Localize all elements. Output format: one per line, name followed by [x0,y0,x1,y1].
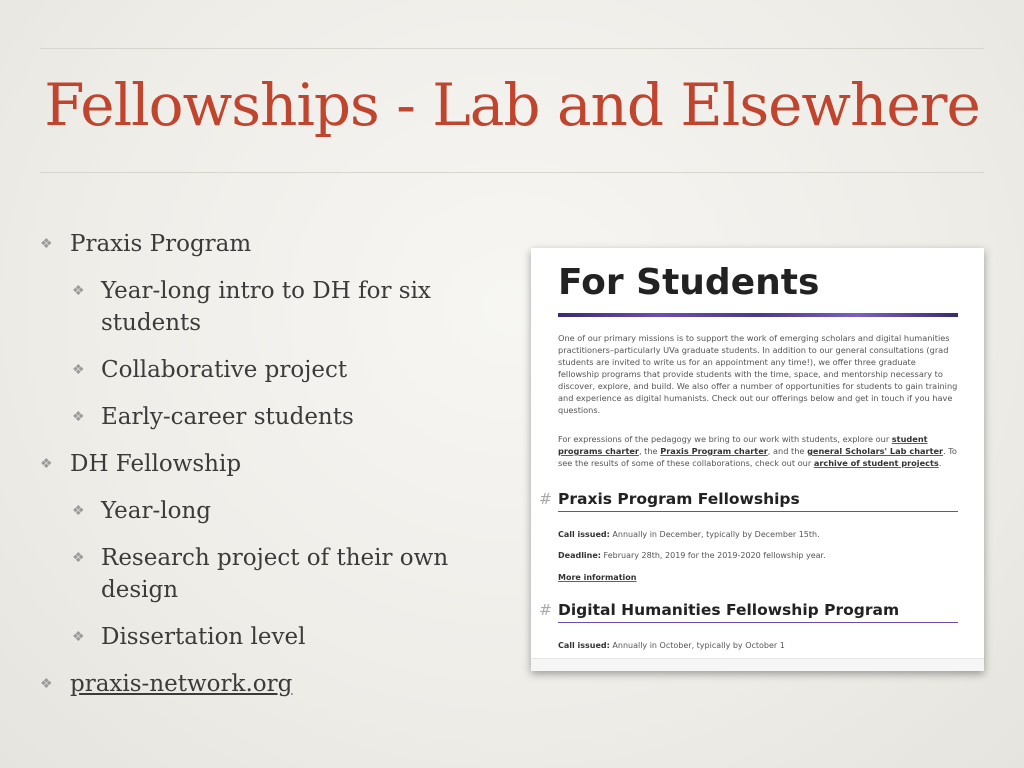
pedagogy-paragraph: For expressions of the pedagogy we bring to our work with students, explore our student programs charter, the Praxis Program charter, and the general Scholars' Lab charter. To see the results of some of these collaborations, check out our archive of student projects. [558,434,957,468]
diamond-bullet-icon: ❖ [72,629,85,645]
diamond-bullet-icon: ❖ [72,503,85,519]
praxis-fellowships-heading: # Praxis Program Fellowships [558,490,958,512]
bullet-praxis-program [40,228,460,260]
embedded-webpage-screenshot [531,248,984,671]
slide-title: Fellowships - Lab and Elsewhere [44,71,980,139]
bullet-text: Praxis Program [70,231,252,257]
student-programs-charter-link[interactable]: student programs charter [558,434,928,456]
diamond-bullet-icon: ❖ [72,283,85,299]
student-projects-archive-link[interactable]: archive of student projects [813,458,939,468]
bullet-text: Year-long intro to DH for six students [101,278,431,336]
more-information-link[interactable]: More information [558,573,637,582]
dh-call-issued: Call issued: Annually in October, typically by October 1 [558,641,785,650]
diamond-bullet-icon: ❖ [72,362,85,378]
screenshot-heading: For Students [558,262,820,303]
diamond-bullet-icon: ❖ [40,236,53,252]
diamond-bullet-icon: ❖ [72,550,85,566]
intro-paragraph: One of our primary missions is to support the work of emerging scholars and digital humanities practitioners–particularly UVa graduate students. In addition to our general consultations (grad students are invited to write us for an appointment any time!), we offer three graduate fellowship programs that provide students with the time, space, and mentorship necessary to discover, explore, and build. We also offer a number of opportunities for students to gain training and experience as digital humanists. Check out our offerings below and get in touch if you have questions. [558,333,958,415]
bullet-praxis-network[interactable] [40,668,460,700]
scholars-lab-charter-link[interactable]: general Scholars' Lab charter [807,446,944,456]
bullet-text: Year-long [101,498,212,524]
praxis-deadline: Deadline: February 28th, 2019 for the 2019-2020 fellowship year. [558,551,826,560]
diamond-bullet-icon: ❖ [72,409,85,425]
bullet-dh-fellowship [40,448,460,480]
hash-icon: # [539,490,552,508]
bullet-year-long-intro [40,275,460,339]
praxis-charter-link[interactable]: Praxis Program charter [660,446,768,456]
hash-icon: # [539,601,552,619]
bullet-early-career [40,401,460,433]
bullet-research-project [40,542,460,606]
bullet-collaborative-project [40,354,460,386]
bullet-list [40,228,460,715]
bullet-text: DH Fellowship [70,451,242,477]
bullet-year-long [40,495,460,527]
dh-fellowship-heading: # Digital Humanities Fellowship Program [558,601,958,623]
title-rule [40,172,984,173]
praxis-call-issued: Call issued: Annually in December, typically by December 15th. [558,530,820,539]
praxis-network-link[interactable]: praxis-network.org [70,671,293,697]
top-rule [40,48,984,49]
bullet-text: Research project of their own design [101,545,449,603]
screenshot-footer-strip [531,658,984,671]
bullet-text: Early-career students [101,404,354,430]
diamond-bullet-icon: ❖ [40,456,53,472]
bullet-text: Dissertation level [101,624,306,650]
heading-underline-bar [558,313,958,317]
diamond-bullet-icon: ❖ [40,676,53,692]
bullet-text: Collaborative project [101,357,348,383]
bullet-dissertation-level [40,621,460,653]
